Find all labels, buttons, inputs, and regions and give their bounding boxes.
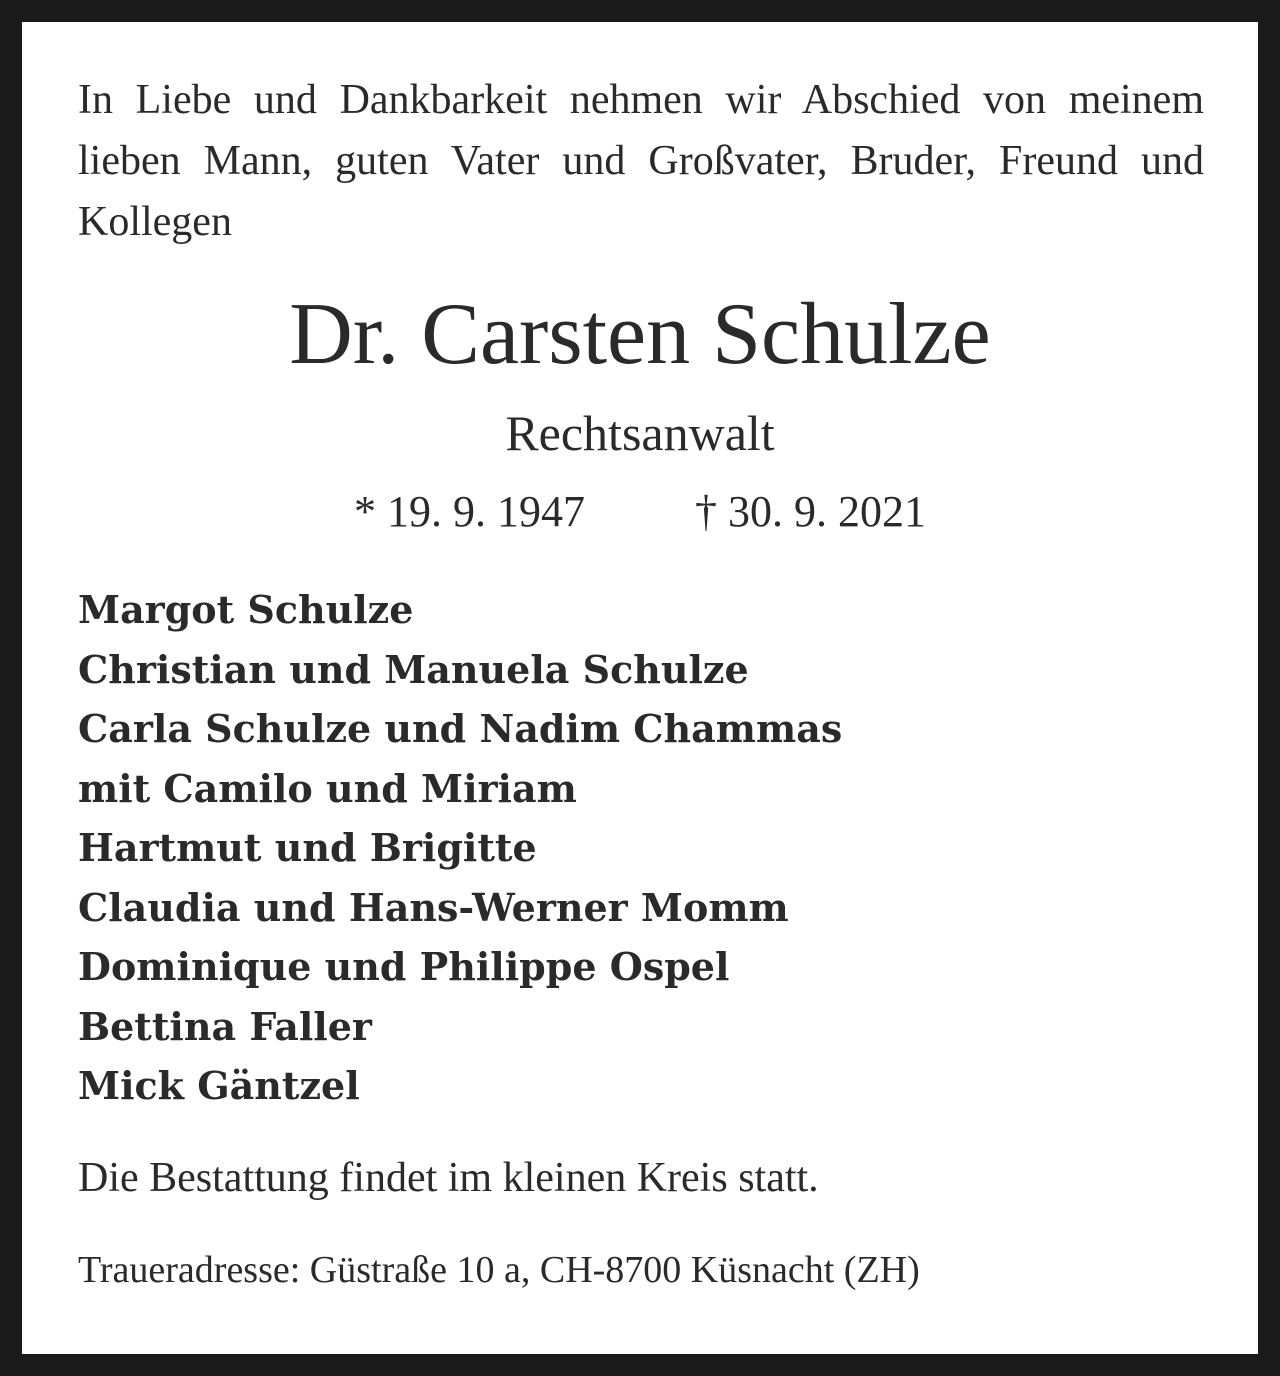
mourning-address: Traueradresse: Güstraße 10 a, CH-8700 Küsnacht (ZH) — [78, 1249, 920, 1291]
mourner-name: Christian und Manuela Schulze — [78, 646, 749, 692]
mourner-name: Carla Schulze und Nadim Chammas — [78, 706, 843, 751]
funeral-note: Die Bestattung findet im kleinen Kreis statt. — [78, 1155, 819, 1201]
mourner-name: Hartmut und Brigitte — [78, 825, 537, 870]
life-dates — [22, 484, 1258, 540]
intro-text: In Liebe und Dankbarkeit nehmen wir Abschied von meinem lieben Mann, guten Vater und Großvater, Bruder, Freund und Kollegen — [78, 77, 1204, 245]
profession: Rechtsanwalt — [505, 405, 775, 461]
mourner-name: Dominique und Philippe Ospel — [78, 944, 730, 989]
death-date: † 30. 9. 2021 — [695, 487, 926, 536]
mourner-name: Mick Gäntzel — [78, 1063, 360, 1108]
mourners-list — [78, 580, 1204, 1116]
mourner-name: Margot Schulze — [78, 587, 414, 632]
mourner-name: Claudia und Hans-Werner Momm — [78, 884, 789, 930]
deceased-name: Dr. Carsten Schulze — [289, 286, 991, 383]
birth-date: * 19. 9. 1947 — [354, 487, 585, 536]
mourner-name: mit Camilo und Miriam — [78, 765, 577, 811]
mourner-name: Bettina Faller — [78, 1003, 372, 1049]
obituary-notice — [22, 22, 1258, 1354]
